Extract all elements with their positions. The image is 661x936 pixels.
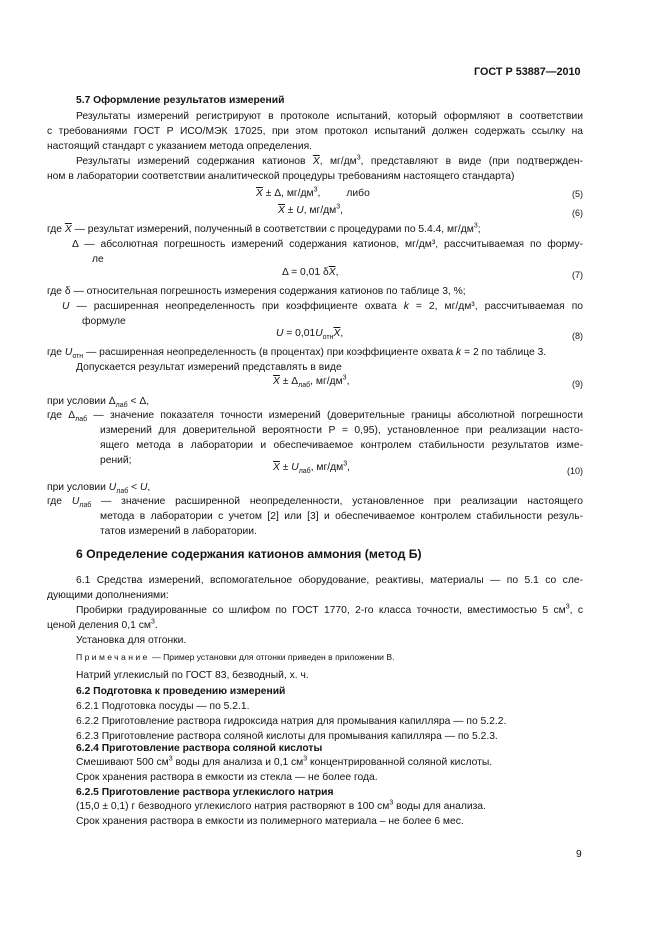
section-5-7-title: 5.7 Оформление результатов измерений [76,95,285,106]
page-number: 9 [576,849,582,860]
equation-8: $U = 0,01U_{отн}\overline{X}$, [276,328,344,342]
definition-line: где $\overline{X}$ — результат измерений, полученный в соответствии с процедурами по 5.4.4, $мг/дм^3$; [47,222,481,235]
definition-line: Δ — абсолютная погрешность измерений содержания катионов, мг/дм³, рассчитываемая по форму- [72,239,583,250]
equation-number: (7) [572,270,583,280]
paragraph-line: ценой деления 0,1 $см^3$. [47,618,158,631]
paragraph-line: 6.1 Средства измерений, вспомогательное оборудование, реактивы, материалы — по 5.1 со сле- [76,575,583,586]
paragraph-line: Натрий углекислый по ГОСТ 83, безводный, х. ч. [76,670,309,681]
definition-line: где $U_{лаб}$ — значение расширенной неопределенности, установленное при реализации настоящего [47,496,583,510]
condition-line: при условии $\Delta_{лаб} < \Delta$, [47,396,150,410]
equation-10: $\overline{X} \pm U_{лаб}$, $мг/дм^3$, [273,460,350,476]
definition-line: где δ — относительная погрешность измерения содержания катионов по таблице 3, %; [47,286,466,297]
paragraph-line: 6.2.1 Подготовка посуды — по 5.2.1. [76,701,250,712]
equation-number: (8) [572,331,583,341]
note-line: Примечание — Пример установки для отгонки приведен в приложении В. [76,652,395,662]
condition-line: при условии $U_{лаб} < U$, [47,482,151,496]
equation-number: (5) [572,189,583,199]
standard-header: ГОСТ Р 53887—2010 [474,66,581,78]
paragraph-line: с требованиями ГОСТ Р ИСО/МЭК 17025, при этом протокол испытаний должен содержать ссылку на [47,126,583,137]
equation-number: (9) [572,379,583,389]
paragraph-line: (15,0 ± 0,1) г безводного углекислого натрия растворяют в 100 $см^3$ воды для анализа. [76,799,486,812]
subsection-6-2-4-title: 6.2.4 Приготовление раствора соляной кислоты [76,743,323,754]
definition-line: метода в лаборатории с учетом [2] или [3] и обеспечиваемое контролем стабильности резуль- [100,511,583,522]
definition-line: рений; [100,455,132,466]
equation-7: Δ = 0,01 $\delta\overline{X}$, [282,267,339,278]
definition-line: U — расширенная неопределенность при коэффициенте охвата k = 2, мг/дм³, рассчитываемая по [62,301,583,312]
paragraph-line: ном в лаборатории соответствии аналитической процедуры требованиям настоящего стандарта) [47,171,515,182]
paragraph-line: Смешивают 500 $см^3$ воды для анализа и 0,1 $см^3$ концентрированной соляной кислоты. [76,755,493,768]
paragraph-line: Результаты измерений содержания катионов $\overline{X}$, $мг/дм^3$, представляют в виде (при подтвержден- [76,154,583,167]
paragraph-line: Допускается результат измерений представлять в виде [76,362,342,373]
subsection-6-2-title: 6.2 Подготовка к проведению измерений [76,686,286,697]
section-6-title: 6 Определение содержания катионов аммония (метод Б) [76,547,422,561]
paragraph-line: Срок хранения раствора в емкости из полимерного материала – не более 6 мес. [76,816,464,827]
paragraph-line: Результаты измерений регистрируют в протоколе испытаний, который оформляют в соответствии [76,111,583,122]
definition-line: формуле [82,316,126,327]
paragraph-line: 6.2.2 Приготовление раствора гидроксида натрия для промывания капилляра — по 5.2.2. [76,716,507,727]
paragraph-line: настоящий стандарт с указанием метода определения. [47,141,313,152]
paragraph-line: дующими дополнениями: [47,590,169,601]
definition-line: где $U_{отн}$ — расширенная неопределенность (в процентах) при коэффициенте охвата k = 2 по таблице 3. [47,347,547,361]
equation-5: $\overline{X} \pm \Delta$, $мг/дм^3$, либо [256,186,370,199]
subsection-6-2-5-title: 6.2.5 Приготовление раствора углекислого натрия [76,787,334,798]
definition-line: татов измерений в лаборатории. [100,526,257,537]
equation-9: $\overline{X} \pm \Delta_{лаб}$, $мг/дм^3$, [273,374,350,390]
equation-number: (10) [566,466,583,476]
paragraph-line: Срок хранения раствора в емкости из стекла — не более года. [76,772,378,783]
definition-line: ящего метода в лаборатории и обеспечиваемое контролем стабильности результатов изме- [100,440,583,451]
equation-number: (6) [572,208,583,218]
paragraph-line: Установка для отгонки. [76,635,187,646]
paragraph-line: Пробирки градуированные со шлифом по ГОСТ 1770, 2-го класса точности, вместимостью 5 $см^3$, с [76,603,583,616]
paragraph-line: 6.2.3 Приготовление раствора соляной кислоты для промывания капилляра — по 5.2.3. [76,731,498,742]
definition-line: измерений для доверительной вероятности P = 0,95), установленное при реализации насто- [100,425,583,436]
definition-line: где $\Delta_{лаб}$ — значение показателя точности измерений (доверительные границы абсолютной погрешности [47,410,583,424]
definition-line: ле [92,254,104,265]
equation-6: $\overline{X} \pm U$, $мг/дм^3$, [278,203,343,216]
